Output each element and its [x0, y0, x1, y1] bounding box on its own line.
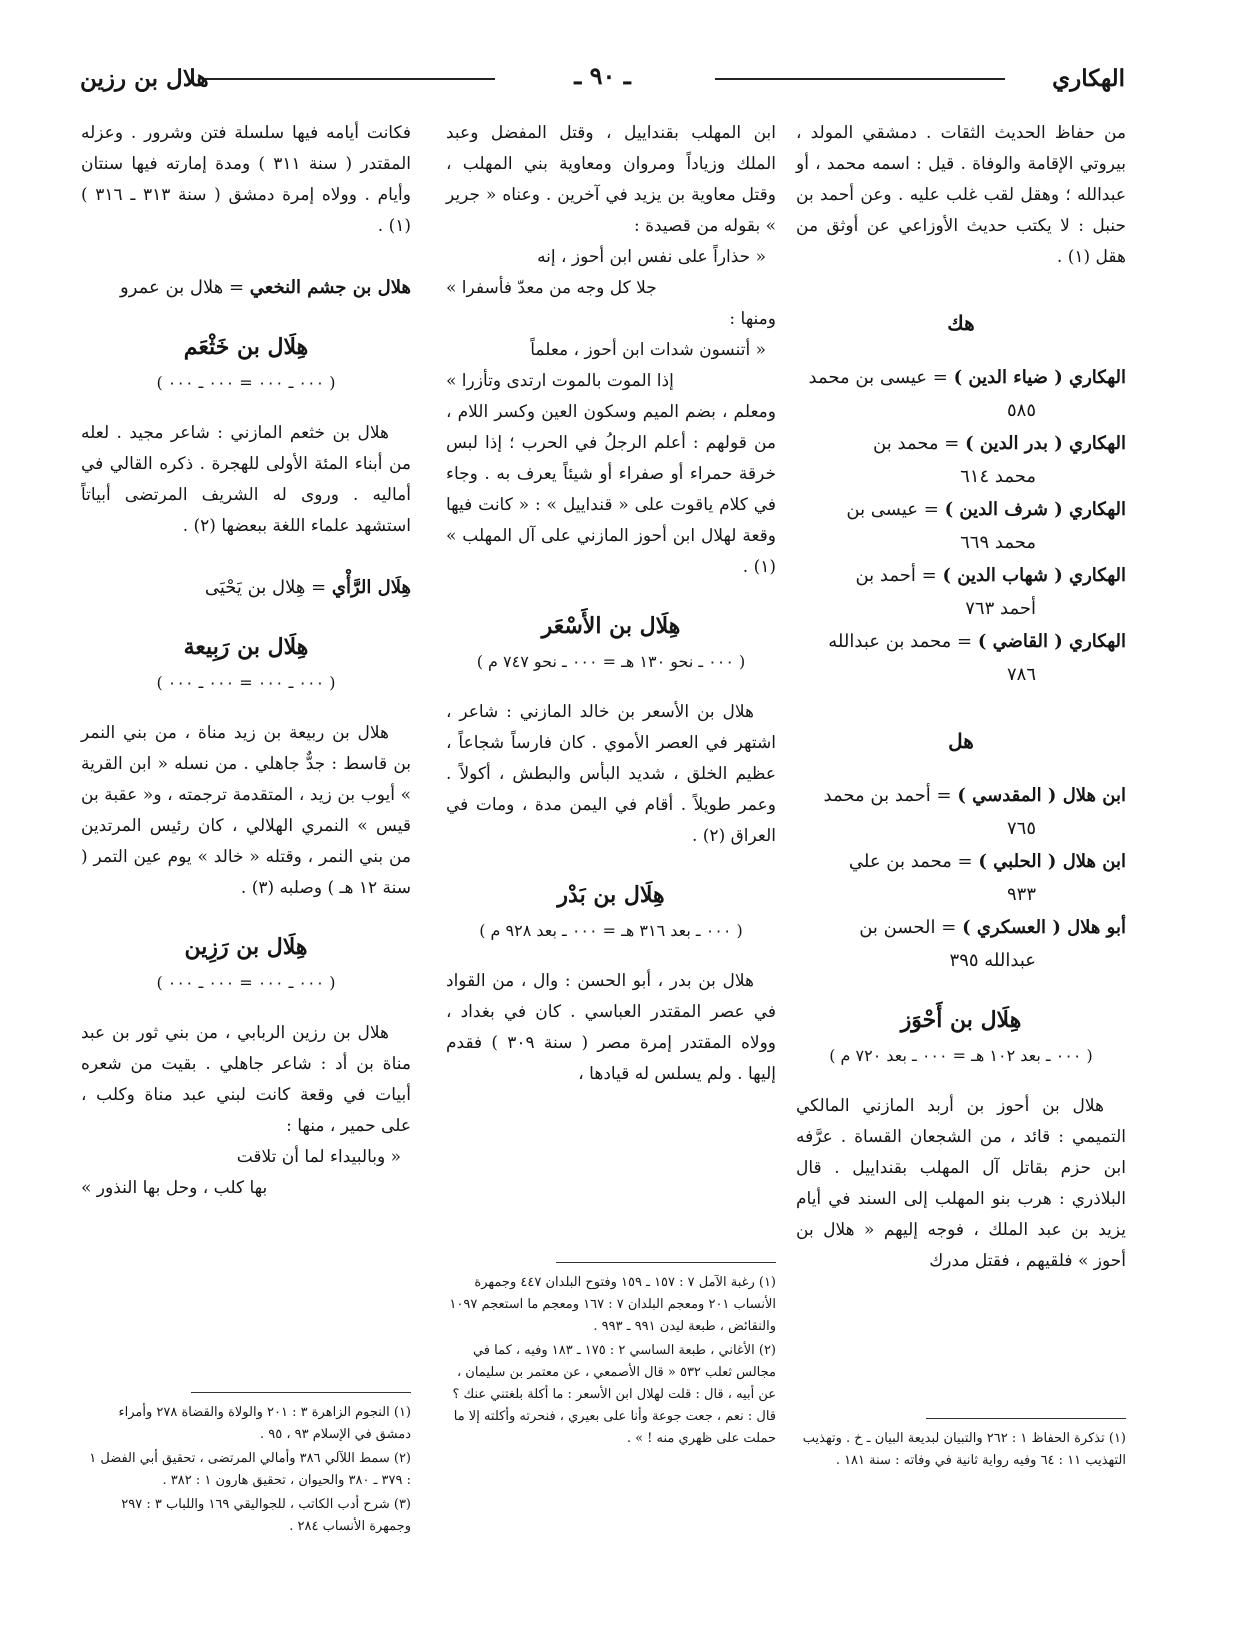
- entry-text: هلال بن ربيعة بن زيد مناة ، من بني النمر بن قاسط : جدٌّ جاهلي . من نسله « ابن القرية » أيوب بن زيد ، المتقدمة ترجمته ، و« عقبة بن قيس » النمري الهلالي ، كان رئيس المرتدين من بني النمر ، وقتله « خالد » يوم عين التمر ( سنة ١٢ هـ ) وصلبه (٣) .: [81, 723, 411, 898]
- cross-reference: الهكاري ( شهاب الدين ) = أحمد بن أحمد ٧٦٣: [855, 565, 1126, 619]
- entry-title: هِلَال بن بَدْر: [557, 882, 665, 908]
- page-header: [80, 55, 1125, 91]
- entry-title: هِلَال بن رَبِيعة: [183, 634, 309, 660]
- footnote: (٢) سمط اللآلي ٣٨٦ وأمالي المرتضى ، تحقيق أبي الفضل ١ : ٣٧٩ ـ ٣٨٠ والحيوان ، تحقيق هارون ١ : ٣٨٢ .: [89, 1451, 411, 1488]
- gloss-text: ومعلم ، بضم الميم وسكون العين وكسر اللام ، من قولهم : أعلم الرجلُ في الحرب ؛ إذا لبس خرقة حمراء أو صفراء أو شيئاً يعرف به . وجاء في كلام ياقوت على « قنداييل » : « كانت فيها وقعة لهلال ابن أحوز المازني على آل المهلب » (١) .: [446, 402, 776, 577]
- header-rule-left: [205, 78, 495, 80]
- cross-reference: هِلَال الرَّأْي = هِلال بن يَحْيَى: [204, 577, 411, 598]
- entry-text: هلال بن الأسعر بن خالد المازني : شاعر ، اشتهر في العصر الأموي . كان فارساً شجاعاً ، عظيم الخلق ، شديد البأس والبطش ، أكولاً . وعمر طويلاً . أقام في اليمن مدة ، ومات في العراق (٢) .: [446, 702, 776, 846]
- verse-line: « وبالبيداء لما أن تلاقت: [236, 1147, 401, 1167]
- entry-dates: ( ٠٠٠ ـ ٠٠٠ = ٠٠٠ ـ ٠٠٠ ): [156, 373, 336, 392]
- cross-reference: هلال بن جشم النخعي = هلال بن عمرو: [120, 277, 411, 298]
- entry-dates: ( ٠٠٠ ـ بعد ٣١٦ هـ = ٠٠٠ ـ بعد ٩٢٨ م ): [479, 921, 743, 940]
- entry-text: هلال بن أحوز بن أربد المازني المالكي التميمي : قائد ، من الشجعان القساة . عرَّفه ابن حزم بقاتل آل المهلب بقنداييل . قال البلاذري : هرب بنو المهلب إلى السند في أيام يزيد بن عبد الملك ، فوجه إليهم « هلال بن أحوز » فلقيهم ، فقتل مدرك: [796, 1096, 1126, 1271]
- footnote: (١) تذكرة الحفاظ ١ : ٢٦٢ والتبيان لبديعة البيان ـ خ . وتهذيب التهذيب ١١ : ٦٤ وفيه رواية ثانية في وفاته : سنة ١٨١ .: [802, 1431, 1126, 1468]
- cross-reference: ابن هلال ( الحلبي ) = محمد بن علي ٩٣٣: [848, 851, 1126, 905]
- footnote-rule: [191, 1392, 411, 1393]
- entry-title: هِلَال بن أَحْوَز: [900, 1007, 1022, 1033]
- entry-title: هِلَال بن خَثْعَم: [183, 334, 309, 360]
- footnote: (٢) الأغاني ، طبعة الساسي ٢ : ١٧٥ ـ ١٨٣ وفيه ، كما في مجالس ثعلب ٥٣٢ « قال الأصمعي ، عن معتمر بن سليمان ، عن أبيه ، قال : قلت لهلال ابن الأسعر : ما أكلة بلغتني عنك ؟ قال : نعم ، جعت جوعة وأنا على بعيري ، فنحرته وأكلته إلا ما حملت على ظهري منه ! » .: [452, 1343, 776, 1446]
- column-right: [796, 118, 1126, 1598]
- continued-text: ابن المهلب بقنداييل ، وقتل المفضل وعبد الملك وزياداً ومروان ومعاوية بني المهلب ، وقتل معاوية بن يزيد في آخرين . وعناه « جرير » بقوله من قصيدة :: [446, 123, 776, 236]
- cross-reference: أبو هلال ( العسكري ) = الحسن بن عبدالله ٣٩٥: [859, 917, 1126, 971]
- footnotes-right: [796, 1428, 1126, 1474]
- footnotes-middle: [446, 1272, 776, 1452]
- entry-dates: ( ٠٠٠ ـ ٠٠٠ = ٠٠٠ ـ ٠٠٠ ): [156, 673, 336, 692]
- entry-dates: ( ٠٠٠ ـ نحو ١٣٠ هـ = ٠٠٠ ـ نحو ٧٤٧ م ): [476, 652, 746, 671]
- continued-text: فكانت أيامه فيها سلسلة فتن وشرور . وعزله المقتدر ( سنة ٣١١ ) ومدة إمارته فيها سنتان وأيام . وولاه إمرة دمشق ( سنة ٣١٣ ـ ٣١٦ ) (١) .: [81, 123, 411, 236]
- entry-title: هِلَال بن الأَسْعَر: [541, 613, 681, 639]
- verse-line: جلا كل وجه من معدّ فأسفرا »: [446, 278, 657, 298]
- entry-dates: ( ٠٠٠ ـ ٠٠٠ = ٠٠٠ ـ ٠٠٠ ): [156, 973, 336, 992]
- section-heading-hal: هل: [948, 729, 974, 753]
- cross-reference: الهكاري ( القاضي ) = محمد بن عبدالله ٧٨٦: [828, 631, 1126, 685]
- verse-intro: ومنها :: [729, 309, 776, 329]
- footnote-rule: [926, 1418, 1126, 1419]
- running-head-left: هلال بن رزين: [80, 65, 209, 92]
- entry-text: هلال بن بدر ، أبو الحسن : وال ، من القواد في عصر المقتدر العباسي . كان في بغداد ، وولاه المقتدر إمرة مصر ( سنة ٣٠٩ ) فقدم إليها . ولم يسلس له قيادها ،: [446, 971, 776, 1084]
- verse-line: إذا الموت بالموت ارتدى وتأزرا »: [446, 371, 674, 391]
- entry-title: هِلَال بن رَزِين: [184, 934, 308, 960]
- column-left: [81, 118, 411, 1598]
- footnote: (١) النجوم الزاهرة ٣ : ٢٠١ والولاة والقضاة ٢٧٨ وأمراء دمشق في الإسلام ٩٣ ، ٩٥ .: [118, 1405, 411, 1442]
- verse-line: « أتنسون شدات ابن أحوز ، معلماً: [530, 340, 766, 360]
- page-number: ـ ٩٠ ـ: [574, 61, 631, 90]
- cross-reference: الهكاري ( ضياء الدين ) = عيسى بن محمد ٥٨٥: [808, 367, 1126, 421]
- footnote: (٣) شرح أدب الكاتب ، للجواليقي ١٦٩ واللباب ٣ : ٢٩٧ وجمهرة الأنساب ٢٨٤ .: [121, 1497, 411, 1534]
- section-heading-hak: هك: [947, 311, 975, 335]
- cross-reference: ابن هلال ( المقدسي ) = أحمد بن محمد ٧٦٥: [823, 785, 1126, 839]
- verse-line: « حذاراً على نفس ابن أحوز ، إنه: [537, 247, 766, 267]
- footnote: (١) رغبة الآمل ٧ : ١٥٧ ـ ١٥٩ وفتوح البلدان ٤٤٧ وجمهرة الأنساب ٢٠١ ومعجم البلدان ٧ : ١٦٧ ومعجم ما استعجم ١٠٩٧ والنقائض ، طبعة ليدن ٩٩١ ـ ٩٩٣ .: [449, 1275, 776, 1334]
- footnote-rule: [556, 1262, 776, 1263]
- entry-dates: ( ٠٠٠ ـ بعد ١٠٢ هـ = ٠٠٠ ـ بعد ٧٢٠ م ): [829, 1046, 1093, 1065]
- cross-reference: الهكاري ( بدر الدين ) = محمد بن محمد ٦١٤: [873, 433, 1126, 487]
- entry-text: هلال بن خثعم المازني : شاعر مجيد . لعله من أبناء المئة الأولى للهجرة . ذكره القالي في أماليه . وروى له الشريف المرتضى أبياتاً استشهد علماء اللغة ببعضها (٢) .: [81, 423, 411, 536]
- entry-text: هلال بن رزين الربابي ، من بني ثور بن عبد مناة بن أد : شاعر جاهلي . بقيت من شعره أبيات في وقعة كانت لبني عبد مناة وكلب ، على حمير ، منها :: [81, 1023, 411, 1136]
- footnotes-left: [81, 1402, 411, 1540]
- verse-line: بها كلب ، وحل بها النذور »: [81, 1178, 268, 1198]
- continued-text: من حفاظ الحديث الثقات . دمشقي المولد ، بيروتي الإقامة والوفاة . قيل : اسمه محمد ، أو عبدالله ؛ وهقل لقب غلب عليه . وعن أحمد بن حنبل : لا يكتب حديث الأوزاعي عن أوثق من هقل (١) .: [796, 123, 1126, 267]
- cross-reference: الهكاري ( شرف الدين ) = عيسى بن محمد ٦٦٩: [846, 499, 1126, 553]
- running-head-right: الهكاري: [1052, 65, 1125, 92]
